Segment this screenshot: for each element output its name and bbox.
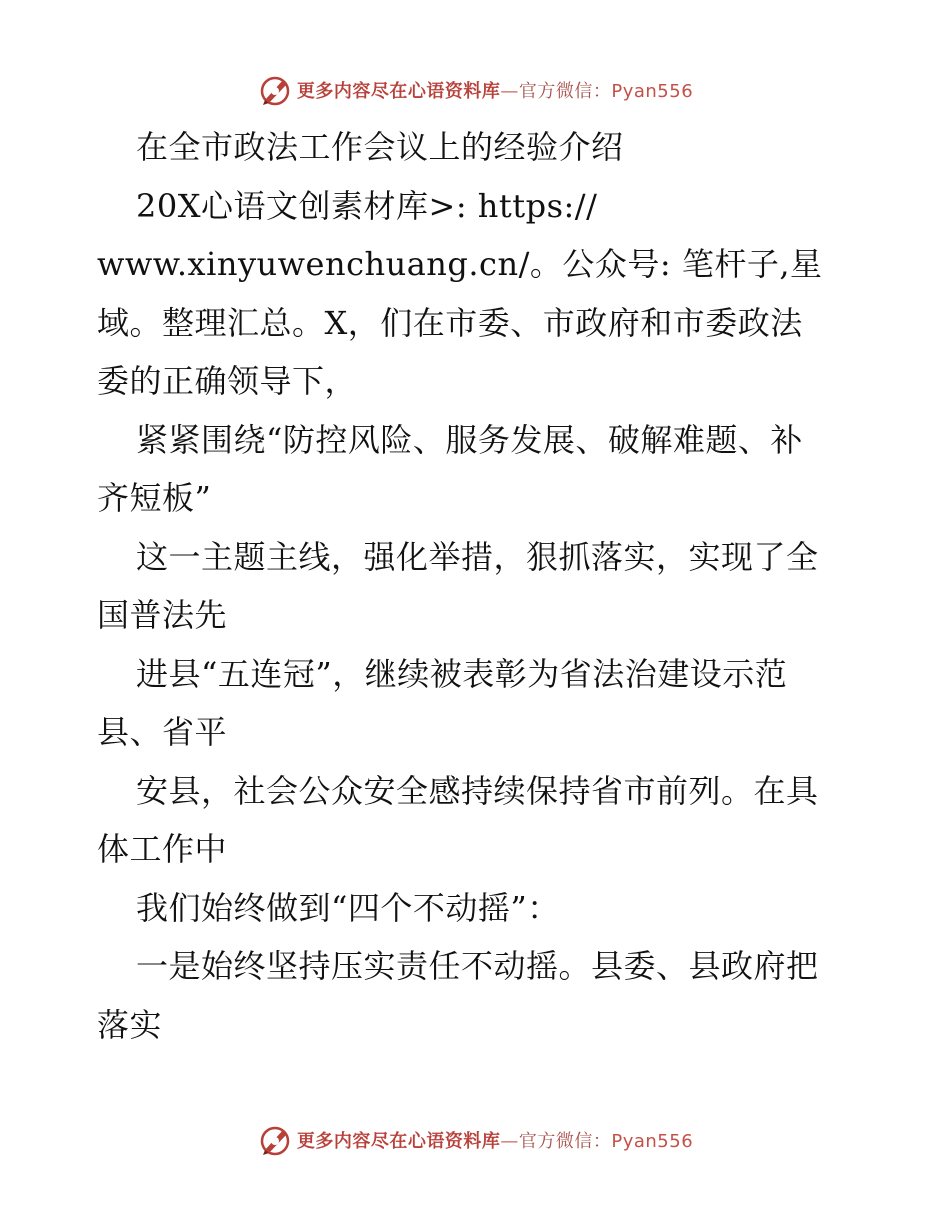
body-line: 县、省平 xyxy=(97,713,228,751)
banner-dash: — xyxy=(500,81,519,102)
banner-title: 更多内容尽在心语资料库 xyxy=(296,81,501,102)
banner-wechat-id: Pyan556 xyxy=(611,81,694,102)
header-banner xyxy=(0,70,950,110)
body-line: 落实 xyxy=(97,1005,163,1044)
pen-logo-icon xyxy=(257,1122,293,1158)
banner-title: 更多内容尽在心语资料库 xyxy=(296,1131,501,1152)
body-line: 进县“五连冠”，继续被表彰为省法治建设示范 xyxy=(136,654,788,693)
body-line: 紧紧围绕“防控风险、服务发展、破解难题、补 xyxy=(136,420,803,459)
body-line: 齐短板” xyxy=(97,479,212,517)
banner-wechat-id: Pyan556 xyxy=(611,1131,694,1152)
body-line: 20X心语文创素材库>: https:// xyxy=(136,186,598,225)
document-body xyxy=(97,118,857,1054)
body-line: 委的正确领导下， xyxy=(97,362,358,400)
banner-wechat-label: 官方微信： xyxy=(518,81,612,102)
document-title: 在全市政法工作会议上的经验介绍 xyxy=(136,128,624,166)
footer-banner xyxy=(0,1120,950,1160)
body-line: 域。整理汇总。X，们在市委、市政府和市委政法 xyxy=(97,303,803,342)
banner-dash: — xyxy=(500,1131,519,1152)
body-line: 我们始终做到“四个不动摇”： xyxy=(136,888,560,927)
body-line: www.xinyuwenchuang.cn/。公众号: 笔杆子,星 xyxy=(97,245,823,283)
banner-text xyxy=(297,77,693,103)
body-line: 这一主题主线，强化举措，狠抓落实，实现了全 xyxy=(136,537,819,576)
body-line: 体工作中 xyxy=(97,830,228,868)
banner-text xyxy=(297,1127,693,1153)
pen-logo-icon xyxy=(257,72,293,108)
body-line: 安县，社会公众安全感持续保持省市前列。在具 xyxy=(136,771,819,810)
banner-wechat-label: 官方微信： xyxy=(518,1131,612,1152)
body-line: 一是始终坚持压实责任不动摇。县委、县政府把 xyxy=(136,947,819,985)
body-line: 国普法先 xyxy=(97,596,228,634)
